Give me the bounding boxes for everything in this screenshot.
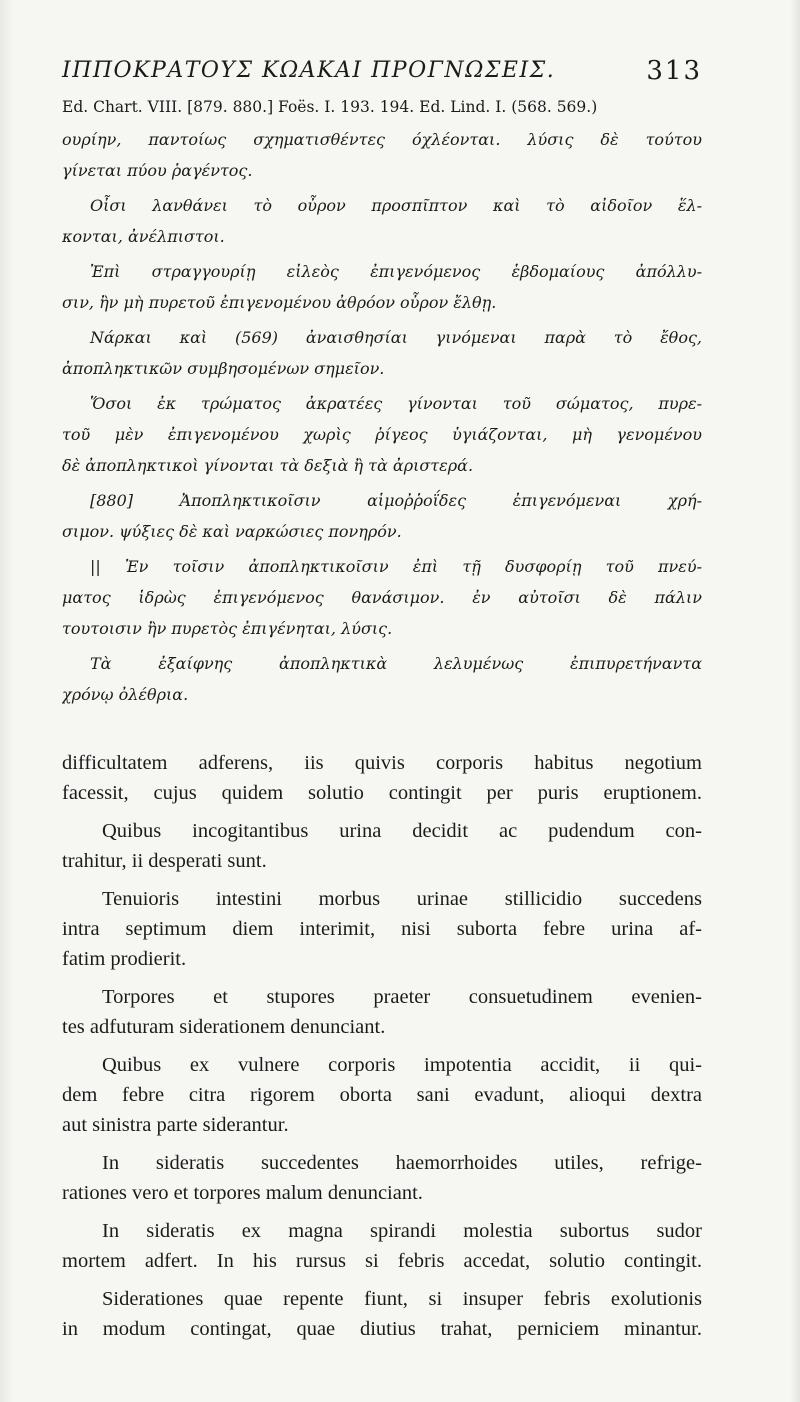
greek-line: τοῦ μὲν ἐπιγενομένου χωρὶς ῥίγεος ὑγιάζονται, μὴ γενομένου [62,425,702,444]
greek-line: κονται, ἀνέλπιστοι. [62,227,225,246]
latin-line: Quibus incogitantibus urina decidit ac pudendum con- [102,820,702,842]
edition-reference-line: Ed. Chart. VIII. [879. 880.] Foës. I. 193. 194. Ed. Lind. I. (568. 569.) [62,98,598,116]
latin-line: facessit, cujus quidem solutio contingit per puris eruptionem. [62,782,702,804]
latin-line: In sideratis ex magna spirandi molestia subortus sudor [102,1220,702,1242]
greek-line: σιν, ἢν μὴ πυρετοῦ ἐπιγενομένου ἀθρόον οὖρον ἔλθῃ. [62,293,497,312]
greek-line: Νάρκαι καὶ (569) ἀναισθησίαι γινόμεναι παρὰ τὸ ἔθος, [90,328,702,347]
latin-line: tes adfuturam siderationem denunciant. [62,1016,386,1038]
latin-line: Siderationes quae repente fiunt, si insuper febris exolutionis [102,1288,702,1310]
greek-line: Ὅσοι ἐκ τρώματος ἀκρατέες γίνονται τοῦ σώματος, πυρε- [90,394,702,413]
latin-line: mortem adfert. In his rursus si febris accedat, solutio contingit. [62,1250,702,1272]
latin-line: dem febre citra rigorem oborta sani evadunt, alioqui dextra [62,1084,702,1106]
running-title: ΙΠΠΟΚΡΑΤΟΥΣ ΚΩΑΚΑΙ ΠΡΟΓΝΩΣΕΙΣ. [62,58,556,83]
greek-line: || Ἐν τοῖσιν ἀποπληκτικοῖσιν ἐπὶ τῇ δυσφορίῃ τοῦ πνεύ- [90,557,702,576]
greek-text-block [62,124,702,710]
latin-line: fatim prodierit. [62,948,187,970]
greek-line: σιμον. ψύξιες δὲ καὶ ναρκώσιες πονηρόν. [62,522,402,541]
greek-line: δὲ ἀποπληκτικοὶ γίνονται τὰ δεξιὰ ἢ τὰ ἀριστερά. [62,456,474,475]
greek-line: Ἐπὶ στραγγουρίῃ εἰλεὸς ἐπιγενόμενος ἑβδομαίους ἀπόλλυ- [90,262,702,281]
running-head [62,56,702,96]
latin-line: in modum contingat, quae diutius trahat, perniciem minantur. [62,1318,702,1340]
latin-line: Tenuioris intestini morbus urinae stillicidio succedens [102,888,702,910]
latin-line: intra septimum diem interimit, nisi suborta febre urina af- [62,918,702,940]
greek-line: τουτοισιν ἢν πυρετὸς ἐπιγένηται, λύσις. [62,619,393,638]
latin-line: trahitur, ii desperati sunt. [62,850,267,872]
greek-line: Οἶσι λανθάνει τὸ οὖρον προσπῖπτον καὶ τὸ αἰδοῖον ἕλ- [90,196,702,215]
greek-line: [880] Ἀποπληκτικοῖσιν αἱμοῤῥοΐδες ἐπιγενόμεναι χρή- [90,491,702,510]
greek-line: ἀποπληκτικῶν συμβησομένων σημεῖον. [62,359,385,378]
latin-line: Torpores et stupores praeter consuetudinem evenien- [102,986,702,1008]
latin-translation-block [62,748,702,1344]
latin-line: In sideratis succedentes haemorrhoides utiles, refrige- [102,1152,702,1174]
greek-line: Τὰ ἐξαίφνης ἀποπληκτικὰ λελυμένως ἐπιπυρετήναντα [90,654,702,673]
latin-line: aut sinistra parte siderantur. [62,1114,289,1136]
latin-line: difficultatem adferens, iis quivis corporis habitus negotium [62,752,702,774]
greek-line: ουρίην, παντοίως σχηματισθέντες όχλέονται. λύσις δὲ τούτου [62,130,702,149]
latin-line: rationes vero et torpores malum denunciant. [62,1182,423,1204]
greek-line: γίνεται πύου ῥαγέντος. [62,161,253,180]
greek-line: χρόνῳ ὀλέθρια. [62,685,189,704]
page-number: 313 [646,56,702,86]
latin-line: Quibus ex vulnere corporis impotentia accidit, ii qui- [102,1054,702,1076]
greek-line: ματος ἱδρὼς ἐπιγενόμενος θανάσιμον. ἐν αὐτοῖσι δὲ πάλιν [62,588,702,607]
